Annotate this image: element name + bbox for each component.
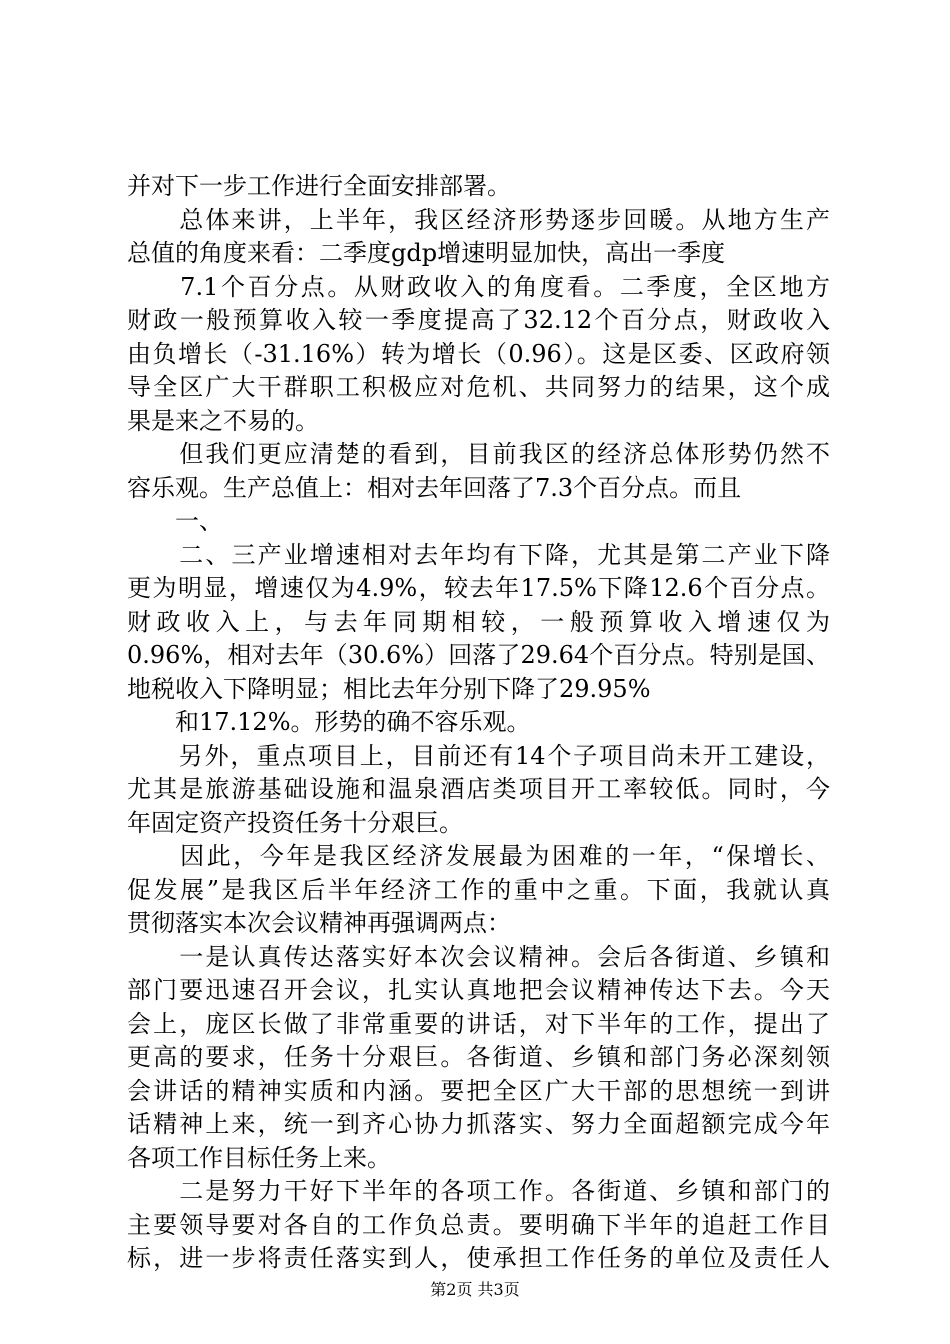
text-line: 更为明显，增速仅为4.9%，较去年17.5%下降12.6个百分点。 <box>127 574 830 602</box>
text-line: 地税收入下降明显；相比去年分别下降了29.95% <box>127 674 651 703</box>
text-line: 更高的要求，任务十分艰巨。各街道、乡镇和部门务必深刻领 <box>127 1043 830 1071</box>
text-line: 主要领导要对各自的工作负总责。要明确下半年的追赶工作目 <box>127 1210 830 1239</box>
text-line: 7.1个百分点。从财政收入的角度看。二季度，全区地方 <box>127 272 830 301</box>
text-line: 总体来讲，上半年，我区经济形势逐步回暖。从地方生产 <box>127 205 830 234</box>
text-line: 话精神上来，统一到齐心协力抓落实、努力全面超额完成今年 <box>127 1110 830 1138</box>
text-line: 一是认真传达落实好本次会议精神。会后各街道、乡镇和 <box>127 942 830 971</box>
text-line: 各项工作目标任务上来。 <box>127 1143 391 1172</box>
text-line: 财政收入上，与去年同期相较，一般预算收入增速仅为 <box>127 607 830 636</box>
text-line: 果是来之不易的。 <box>127 406 319 435</box>
text-line: 导全区广大干群职工积极应对危机、共同努力的结果，这个成 <box>127 373 830 401</box>
text-line: 容乐观。生产总值上：相对去年回落了7.3个百分点。而且 <box>127 473 742 502</box>
text-line: 部门要迅速召开会议，扎实认真地把会议精神传达下去。今天 <box>127 976 830 1004</box>
text-line: 和17.12%。形势的确不容乐观。 <box>127 708 531 736</box>
text-line: 二是努力干好下半年的各项工作。各街道、乡镇和部门的 <box>127 1177 830 1205</box>
page-footer: 第2页 共3页 <box>430 1280 520 1299</box>
text-line: 会讲话的精神实质和内涵。要把全区广大干部的思想统一到讲 <box>127 1076 830 1105</box>
text-line: 贯彻落实本次会议精神再强调两点： <box>127 909 511 937</box>
text-line: 另外，重点项目上，目前还有14个子项目尚未开工建设， <box>127 741 830 770</box>
text-line: 二、三产业增速相对去年均有下降，尤其是第二产业下降 <box>127 540 830 569</box>
text-line: 因此，今年是我区经济发展最为困难的一年，“保增长、 <box>127 842 830 870</box>
text-line: 总值的角度来看：二季度gdp增速明显加快，高出一季度 <box>127 239 726 267</box>
text-line: 并对下一步工作进行全面安排部署。 <box>127 172 511 200</box>
text-line: 0.96%，相对去年（30.6%）回落了29.64个百分点。特别是国、 <box>127 641 830 669</box>
text-line: 财政一般预算收入较一季度提高了32.12个百分点，财政收入 <box>127 306 830 334</box>
text-line: 由负增长（-31.16%）转为增长（0.96）。这是区委、区政府领 <box>127 339 830 368</box>
text-line: 年固定资产投资任务十分艰巨。 <box>127 808 463 837</box>
text-line: 但我们更应清楚的看到，目前我区的经济总体形势仍然不 <box>127 440 830 468</box>
text-line: 促发展”是我区后半年经济工作的重中之重。下面，我就认真 <box>127 875 830 904</box>
text-line: 一、 <box>127 507 223 535</box>
text-line: 尤其是旅游基础设施和温泉酒店类项目开工率较低。同时，今 <box>127 775 830 803</box>
text-line: 标，进一步将责任落实到人，使承担工作任务的单位及责任人 <box>127 1244 830 1272</box>
text-line: 会上，庞区长做了非常重要的讲话，对下半年的工作，提出了 <box>127 1009 830 1038</box>
document-body <box>127 170 830 1276</box>
